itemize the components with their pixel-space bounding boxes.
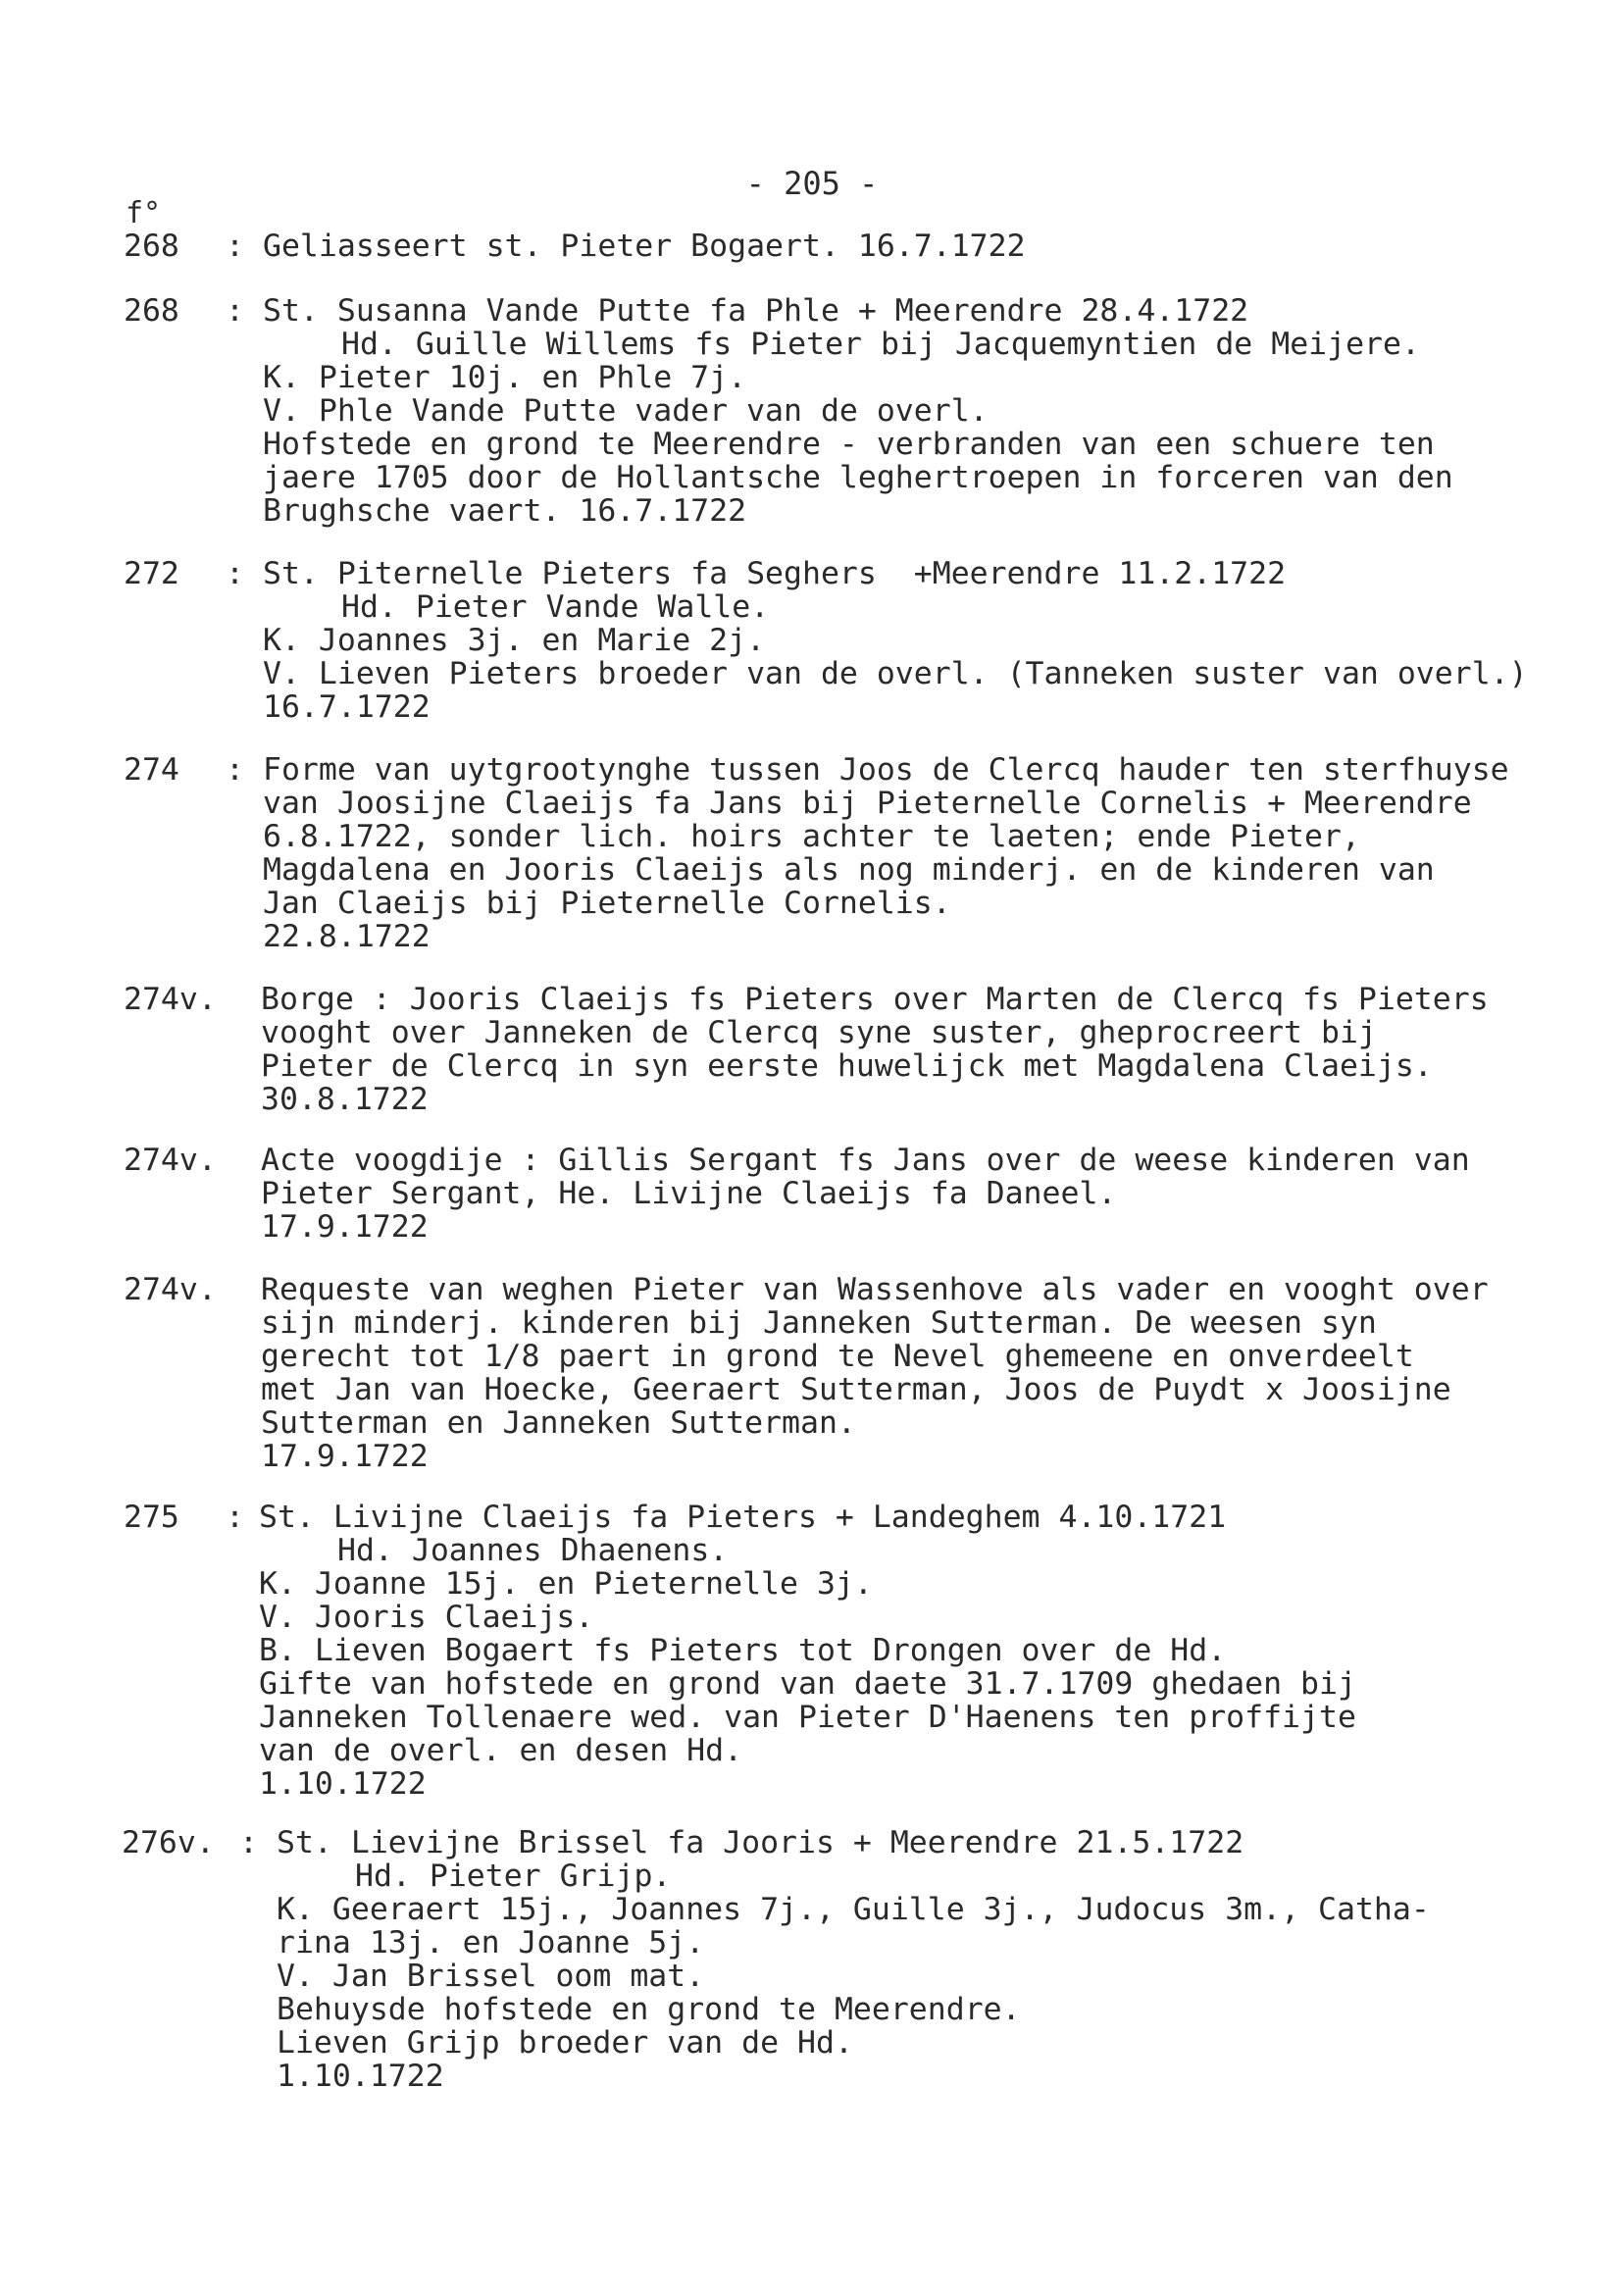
entry-text [261,983,1595,1116]
entry-line: Pieter Sergant, He. Livijne Claeijs fa Daneel. [261,1176,1117,1211]
entry-line: sijn minderj. kinderen bij Janneken Sutterman. De weesen syn [261,1305,1377,1341]
entry-text [263,753,1597,953]
entry-line: 17.9.1722 [261,1439,429,1474]
entry-folio: 275 [124,1500,179,1535]
entry-text [259,1501,1593,1801]
entry-line: Hofstede en grond te Meerendre - verbranden van een schuere ten [263,427,1435,462]
entry-separator: : [239,1825,258,1860]
entry-line: 1.10.1722 [277,2059,444,2094]
entry-separator: : [226,752,244,788]
entry-line: V. Jooris Claeijs. [259,1600,594,1635]
entry-line: Hd. Pieter Grijp. [355,1858,672,1894]
entry-line: Forme van uytgrootynghe tussen Joos de Clercq hauder ten sterfhuyse [263,752,1509,788]
entry-line: V. Jan Brissel oom mat. [277,1959,705,1994]
entry-folio: 276v. [122,1825,215,1860]
entry-separator: : [226,229,244,264]
entry-line: Lieven Grijp broeder van de Hd. [277,2025,853,2061]
entry-line: K. Geeraert 15j., Joannes 7j., Guille 3j., Judocus 3m., Catha- [277,1892,1430,1927]
entry-folio: 268 [124,293,179,329]
entry-line: Magdalena en Jooris Claeijs als nog minderj. en de kinderen van [263,852,1435,888]
entry-separator: : [226,293,244,329]
entry-line: 17.9.1722 [261,1209,429,1245]
entry-line: van de overl. en desen Hd. [259,1733,743,1768]
entry-line: St. Lievijne Brissel fa Jooris + Meerendre 21.5.1722 [277,1825,1244,1860]
entry-line: Gifte van hofstede en grond van daete 31.7.1709 ghedaen bij [259,1666,1356,1702]
entry-folio: 268 [124,229,179,264]
entry-line: gerecht tot 1/8 paert in grond te Nevel ghemeene en onverdeelt [261,1339,1414,1374]
entry-line: 16.7.1722 [263,689,431,725]
entry-line: 30.8.1722 [261,1082,429,1117]
entry-folio: 272 [124,556,179,591]
entry-line: Behuysde hofstede en grond te Meerendre. [277,1992,1021,2027]
entry-line: 1.10.1722 [259,1766,427,1802]
entry-line: 22.8.1722 [263,919,431,954]
entry-text [263,557,1597,724]
page-number: - 205 - [745,165,879,202]
entry-line: Acte voogdije : Gillis Sergant fs Jans over de weese kinderen van [261,1143,1470,1178]
entry-folio: 274v. [124,982,217,1017]
entry-line: Hd. Guille Willems fs Pieter bij Jacquemyntien de Meijere. [341,327,1420,362]
entry-line: V. Lieven Pieters broeder van de overl. (Tanneken suster van overl.) [263,656,1528,691]
entry-folio: 274 [124,752,179,788]
entry-line: rina 13j. en Joanne 5j. [277,1925,705,1960]
entry-line: St. Susanna Vande Putte fa Phle + Meerendre 28.4.1722 [263,293,1249,329]
entry-line: K. Joanne 15j. en Pieternelle 3j. [259,1566,873,1602]
entry-line: Hd. Pieter Vande Walle. [341,589,770,625]
entry-line: Sutterman en Janneken Sutterman. [261,1405,856,1441]
entry-line: Pieter de Clercq in syn eerste huwelijck met Magdalena Claeijs. [261,1048,1433,1084]
entry-line: Janneken Tollenaere wed. van Pieter D'Haenens ten proffijte [259,1700,1356,1735]
entry-separator: : [226,1500,244,1535]
entry-line: vooght over Janneken de Clercq syne suster, gheprocreert bij [261,1015,1377,1050]
entry-line: van Joosijne Claeijs fa Jans bij Pieternelle Cornelis + Meerendre [263,786,1472,821]
entry-line: Requeste van weghen Pieter van Wassenhove als vader en vooght over [261,1272,1489,1307]
entry-line: St. Piternelle Pieters fa Seghers +Meerendre 11.2.1722 [263,556,1287,591]
entry-line: jaere 1705 door de Hollantsche leghertroepen in forceren van den [263,460,1453,495]
entry-separator: : [226,556,244,591]
entry-text [263,294,1597,528]
entry-text [263,229,1597,263]
entry-line: 6.8.1722, sonder lich. hoirs achter te laeten; ende Pieter, [263,819,1360,854]
entry-text [277,1826,1610,2093]
entry-folio: 274v. [124,1272,217,1307]
entry-line: St. Livijne Claeijs fa Pieters + Landeghem 4.10.1721 [259,1500,1227,1535]
entry-line: Borge : Jooris Claeijs fs Pieters over Marten de Clercq fs Pieters [261,982,1489,1017]
entry-line: Geliasseert st. Pieter Bogaert. 16.7.1722 [263,229,1026,264]
entry-folio: 274v. [124,1143,217,1178]
entry-line: Brughsche vaert. 16.7.1722 [263,493,747,529]
entry-text [261,1273,1595,1473]
entry-line: met Jan van Hoecke, Geeraert Sutterman, Joos de Puydt x Joosijne [261,1372,1451,1407]
entry-line: B. Lieven Bogaert fs Pieters tot Drongen over de Hd. [259,1633,1227,1668]
entry-line: K. Joannes 3j. en Marie 2j. [263,623,766,658]
entry-line: Jan Claeijs bij Pieternelle Cornelis. [263,886,951,921]
entry-line: Hd. Joannes Dhaenens. [337,1533,729,1568]
entry-line: V. Phle Vande Putte vader van de overl. [263,393,989,429]
entry-text [261,1144,1595,1244]
folio-marker: f° [126,196,162,230]
entry-line: K. Pieter 10j. en Phle 7j. [263,360,747,395]
